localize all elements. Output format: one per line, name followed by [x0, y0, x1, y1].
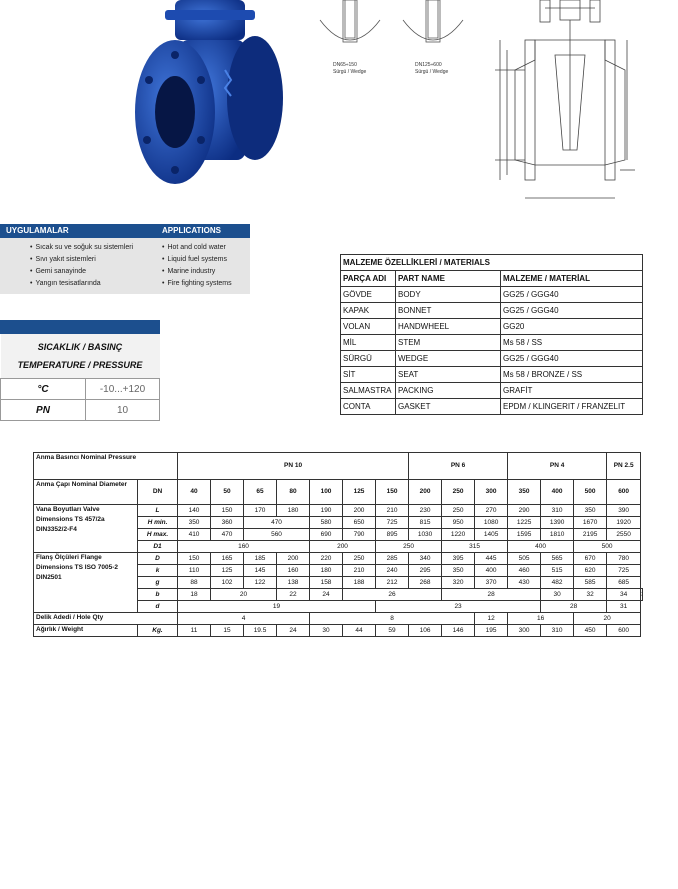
cell-D: 250: [343, 553, 376, 565]
dn-value: 250: [442, 480, 475, 505]
row-L: [34, 505, 643, 517]
cell-L: 200: [343, 505, 376, 517]
dn-value: 65: [244, 480, 277, 505]
symbol-D1: D1: [138, 541, 178, 553]
cell-g: 138: [277, 577, 310, 589]
temperature-table: [0, 334, 160, 421]
pn-group: PN 4: [508, 453, 607, 480]
cell-d: 19: [178, 601, 376, 613]
dn-value: 150: [376, 480, 409, 505]
applications-header: [0, 224, 250, 238]
cell-L: 350: [574, 505, 607, 517]
cell-Hmax: 1595: [508, 529, 541, 541]
cell-holes: 20: [574, 613, 641, 625]
row-D: [34, 553, 643, 565]
applications-title-en: APPLICATIONS: [162, 226, 221, 235]
symbol-d: d: [138, 601, 178, 613]
symbol-Hmax: H max.: [138, 529, 178, 541]
cell-D: 505: [508, 553, 541, 565]
cell-k: 725: [607, 565, 641, 577]
cell-Hmax: 895: [376, 529, 409, 541]
cell-holes: 4: [178, 613, 310, 625]
cell-k: 350: [442, 565, 475, 577]
cell-Hmax: 1030: [409, 529, 442, 541]
pressure-label-cell: Anma Basıncı Nominal Pressure: [34, 453, 178, 480]
cell-Hmin: 815: [409, 517, 442, 529]
cell-Hmax: 560: [244, 529, 310, 541]
wedge-drawings: [315, 0, 475, 80]
cell-L: 170: [244, 505, 277, 517]
cell-b: 18: [178, 589, 211, 601]
cell-Hmin: 580: [310, 517, 343, 529]
symbol-L: L: [138, 505, 178, 517]
cell-D: 340: [409, 553, 442, 565]
cell-D: 395: [442, 553, 475, 565]
material-value: GG20: [501, 319, 643, 335]
cell-holes: 8: [310, 613, 475, 625]
cell-D: 185: [244, 553, 277, 565]
diameter-label-cell: Anma Çapı Nominal Diameter: [34, 480, 138, 505]
cell-b: 22: [277, 589, 310, 601]
cell-D: 220: [310, 553, 343, 565]
cell-Hmin: 1390: [541, 517, 574, 529]
dn-value: 500: [574, 480, 607, 505]
cell-Hmin: 950: [442, 517, 475, 529]
cell-weight: 15: [211, 625, 244, 637]
cell-D: 670: [574, 553, 607, 565]
material-part-en: HANDWHEEL: [396, 319, 501, 335]
cell-b: 30: [541, 589, 574, 601]
cell-D: 565: [541, 553, 574, 565]
cell-k: 240: [376, 565, 409, 577]
cell-g: 685: [607, 577, 641, 589]
cell-weight: 146: [442, 625, 475, 637]
application-item-en: • Liquid fuel systems: [162, 254, 232, 266]
materials-header-part-en: PART NAME: [396, 271, 501, 287]
cell-Hmin: 360: [211, 517, 244, 529]
cell-Hmin: 1670: [574, 517, 607, 529]
cell-holes: 12: [475, 613, 508, 625]
left-wedge-caption-2: Sürgü / Wedge: [333, 69, 367, 75]
cell-k: 295: [409, 565, 442, 577]
cell-weight: 24: [277, 625, 310, 637]
application-item-en: • Hot and cold water: [162, 242, 232, 254]
material-part-en: GASKET: [396, 399, 501, 415]
cell-k: 110: [178, 565, 211, 577]
cell-L: 290: [508, 505, 541, 517]
row-weight: [34, 625, 643, 637]
cell-L: 310: [541, 505, 574, 517]
material-value: GG25 / GGG40: [501, 287, 643, 303]
pressure-label: PN: [1, 400, 86, 421]
dn-symbol: DN: [138, 480, 178, 505]
temperature-header-bar: [0, 320, 160, 334]
material-part-tr: GÖVDE: [341, 287, 396, 303]
pressure-value: 10: [86, 400, 160, 421]
cell-b: 24: [310, 589, 343, 601]
cell-L: 270: [475, 505, 508, 517]
cell-Hmin: 650: [343, 517, 376, 529]
cell-L: 180: [277, 505, 310, 517]
cell-Hmax: 410: [178, 529, 211, 541]
materials-header-part-tr: PARÇA ADI: [341, 271, 396, 287]
material-part-tr: SİT: [341, 367, 396, 383]
application-item-en: • Marine industry: [162, 266, 232, 278]
cell-Hmax: 1405: [475, 529, 508, 541]
cell-weight: 310: [541, 625, 574, 637]
cell-k: 620: [574, 565, 607, 577]
weight-label: Ağırlık / Weight: [34, 625, 138, 637]
material-part-tr: KAPAK: [341, 303, 396, 319]
cell-Hmax: 690: [310, 529, 343, 541]
materials-header-material: MALZEME / MATERİAL: [501, 271, 643, 287]
cell-g: 88: [178, 577, 211, 589]
valve-section-drawing: [485, 0, 645, 205]
cell-d: 28: [541, 601, 607, 613]
symbol-D: D: [138, 553, 178, 565]
cell-g: 212: [376, 577, 409, 589]
material-value: Ms 58 / BRONZE / SS: [501, 367, 643, 383]
cell-D1: 500: [574, 541, 641, 553]
cell-D: 780: [607, 553, 641, 565]
dn-value: 200: [409, 480, 442, 505]
dn-value: 300: [475, 480, 508, 505]
dn-value: 80: [277, 480, 310, 505]
material-row: [341, 303, 643, 319]
cell-g: 158: [310, 577, 343, 589]
cell-L: 250: [442, 505, 475, 517]
materials-table: [340, 254, 643, 415]
applications-list: [0, 238, 250, 294]
material-part-en: BONNET: [396, 303, 501, 319]
cell-D1: 160: [178, 541, 310, 553]
applications-title-tr: UYGULAMALAR: [6, 226, 69, 235]
cell-weight: 11: [178, 625, 211, 637]
cell-k: 145: [244, 565, 277, 577]
temperature-value: -10...+120: [86, 379, 160, 400]
right-wedge-caption-1: DN125÷600: [415, 62, 442, 68]
material-part-en: BODY: [396, 287, 501, 303]
pn-group: PN 10: [178, 453, 409, 480]
hole-qty-label: Delik Adedi / Hole Qty: [34, 613, 178, 625]
cell-Hmax: 2550: [607, 529, 641, 541]
valve-photo: [135, 0, 285, 195]
material-part-en: STEM: [396, 335, 501, 351]
material-value: GRAFİT: [501, 383, 643, 399]
cell-D: 165: [211, 553, 244, 565]
application-item-tr: • Sıvı yakıt sistemleri: [30, 254, 133, 266]
material-row: [341, 319, 643, 335]
material-part-tr: VOLAN: [341, 319, 396, 335]
cell-b: 34: [607, 589, 641, 601]
cell-g: 188: [343, 577, 376, 589]
cell-Hmax: 1810: [541, 529, 574, 541]
cell-Hmin: 1080: [475, 517, 508, 529]
left-wedge-caption-1: DN65÷150: [333, 62, 357, 68]
material-part-tr: SALMASTRA: [341, 383, 396, 399]
material-row: [341, 383, 643, 399]
cell-L: 150: [211, 505, 244, 517]
cell-L: 210: [376, 505, 409, 517]
cell-D: 285: [376, 553, 409, 565]
dn-value: 600: [607, 480, 641, 505]
material-value: Ms 58 / SS: [501, 335, 643, 351]
right-wedge-caption-2: Sürgü / Wedge: [415, 69, 449, 75]
cell-Hmax: 470: [211, 529, 244, 541]
cell-L: 230: [409, 505, 442, 517]
temperature-title-tr: SICAKLIK / BASINÇ: [37, 342, 123, 352]
pn-group: PN 2.5: [607, 453, 641, 480]
cell-D1: 315: [442, 541, 508, 553]
application-item-tr: • Yangın tesisatlarında: [30, 278, 133, 290]
cell-g: 430: [508, 577, 541, 589]
cell-weight: 30: [310, 625, 343, 637]
cell-Hmax: 790: [343, 529, 376, 541]
cell-L: 390: [607, 505, 641, 517]
material-row: [341, 399, 643, 415]
cell-g: 320: [442, 577, 475, 589]
dn-value: 100: [310, 480, 343, 505]
valve-dimensions-label: Vana Boyutları Valve Dimensions TS 457/2a DIN3352/2-F4: [34, 505, 138, 553]
symbol-g: g: [138, 577, 178, 589]
cell-d: 31: [607, 601, 641, 613]
cell-b: 20: [211, 589, 277, 601]
cell-L: 190: [310, 505, 343, 517]
material-value: GG25 / GGG40: [501, 351, 643, 367]
cell-k: 515: [541, 565, 574, 577]
cell-g: 102: [211, 577, 244, 589]
application-item-en: • Fire fighting systems: [162, 278, 232, 290]
material-part-tr: MİL: [341, 335, 396, 351]
cell-k: 400: [475, 565, 508, 577]
cell-weight: 59: [376, 625, 409, 637]
materials-title: MALZEME ÖZELLİKLERİ / MATERIALS: [341, 255, 643, 271]
cell-weight: 300: [508, 625, 541, 637]
flange-dimensions-label: Flanş Ölçüleri Flange Dimensions TS ISO 7005-2 DIN2501: [34, 553, 138, 613]
cell-D1: 400: [508, 541, 574, 553]
cell-g: 122: [244, 577, 277, 589]
cell-b: 32: [574, 589, 607, 601]
symbol-b: b: [138, 589, 178, 601]
material-part-en: WEDGE: [396, 351, 501, 367]
dn-value: 350: [508, 480, 541, 505]
cell-k: 180: [310, 565, 343, 577]
application-item-tr: • Gemi sanayinde: [30, 266, 133, 278]
cell-k: 210: [343, 565, 376, 577]
dn-value: 50: [211, 480, 244, 505]
cell-b: 28: [442, 589, 541, 601]
cell-D1: 200: [310, 541, 376, 553]
cell-D: 445: [475, 553, 508, 565]
material-part-tr: CONTA: [341, 399, 396, 415]
cell-D: 200: [277, 553, 310, 565]
symbol-k: k: [138, 565, 178, 577]
dn-value: 400: [541, 480, 574, 505]
symbol-Hmin: H min.: [138, 517, 178, 529]
material-part-tr: SÜRGÜ: [341, 351, 396, 367]
temperature-title-en: TEMPERATURE / PRESSURE: [17, 360, 143, 370]
cell-k: 460: [508, 565, 541, 577]
cell-Hmin: 725: [376, 517, 409, 529]
cell-b: [641, 589, 643, 601]
cell-g: 268: [409, 577, 442, 589]
dn-value: 40: [178, 480, 211, 505]
material-value: EPDM / KLINGERIT / FRANZELIT: [501, 399, 643, 415]
temperature-label: °C: [1, 379, 86, 400]
cell-k: 125: [211, 565, 244, 577]
material-row: [341, 367, 643, 383]
cell-weight: 44: [343, 625, 376, 637]
application-item-tr: • Sıcak su ve soğuk su sistemleri: [30, 242, 133, 254]
cell-Hmin: 1225: [508, 517, 541, 529]
cell-D1: 250: [376, 541, 442, 553]
dn-value: 125: [343, 480, 376, 505]
row-holes: [34, 613, 643, 625]
weight-unit: Kg.: [138, 625, 178, 637]
material-row: [341, 351, 643, 367]
cell-Hmin: 350: [178, 517, 211, 529]
material-part-en: PACKING: [396, 383, 501, 399]
cell-Hmin: 470: [244, 517, 310, 529]
cell-holes: 16: [508, 613, 574, 625]
material-part-en: SEAT: [396, 367, 501, 383]
cell-d: 23: [376, 601, 541, 613]
cell-Hmin: 1920: [607, 517, 641, 529]
dimensions-table: [33, 452, 643, 637]
cell-Hmax: 1220: [442, 529, 475, 541]
cell-Hmax: 2195: [574, 529, 607, 541]
cell-weight: 19.5: [244, 625, 277, 637]
temperature-title: [1, 334, 160, 379]
cell-b: 26: [343, 589, 442, 601]
cell-L: 140: [178, 505, 211, 517]
material-value: GG25 / GGG40: [501, 303, 643, 319]
cell-D: 150: [178, 553, 211, 565]
cell-weight: 195: [475, 625, 508, 637]
cell-k: 160: [277, 565, 310, 577]
cell-g: 482: [541, 577, 574, 589]
material-row: [341, 335, 643, 351]
cell-weight: 450: [574, 625, 607, 637]
cell-g: 585: [574, 577, 607, 589]
material-row: [341, 287, 643, 303]
cell-g: 370: [475, 577, 508, 589]
cell-weight: 600: [607, 625, 641, 637]
pn-group: PN 6: [409, 453, 508, 480]
cell-weight: 106: [409, 625, 442, 637]
